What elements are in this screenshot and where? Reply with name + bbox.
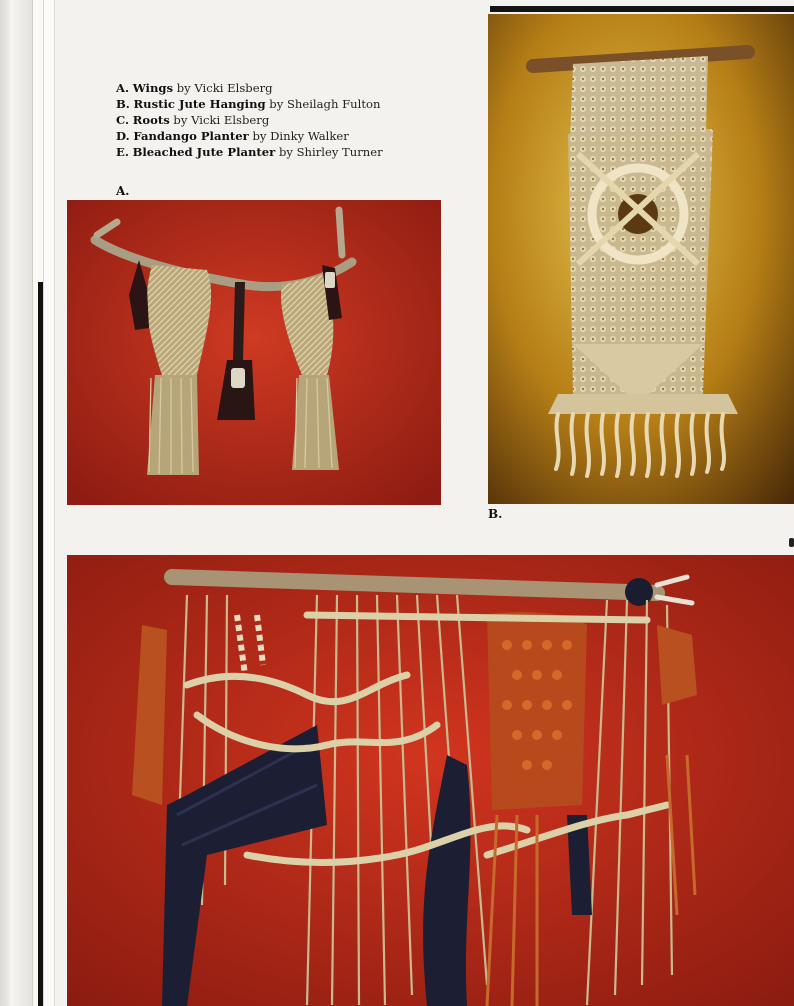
page-edge bbox=[10, 0, 33, 1006]
caption-title: Wings bbox=[132, 81, 174, 95]
figure-label-a: A. bbox=[116, 184, 130, 198]
page-edge bbox=[44, 0, 55, 1006]
caption-letter: B. bbox=[116, 97, 130, 111]
photo-wings bbox=[67, 200, 441, 505]
margin-mark bbox=[789, 538, 794, 547]
photo-rustic-jute-hanging bbox=[488, 14, 794, 504]
binding-strip bbox=[38, 282, 43, 1006]
caption-byline: by Vicki Elsberg bbox=[173, 113, 270, 127]
caption-line bbox=[116, 144, 383, 160]
caption-title: Roots bbox=[132, 113, 170, 127]
caption-title: Bleached Jute Planter bbox=[132, 145, 276, 159]
caption-byline: by Vicki Elsberg bbox=[176, 81, 273, 95]
caption-letter: A. bbox=[116, 81, 130, 95]
caption-line bbox=[116, 80, 383, 96]
figure-label-b: B. bbox=[488, 507, 503, 521]
caption-letter: E. bbox=[116, 145, 129, 159]
caption-byline: by Sheilagh Fulton bbox=[269, 97, 381, 111]
caption-byline: by Dinky Walker bbox=[252, 129, 349, 143]
caption-line bbox=[116, 128, 383, 144]
caption-title: Rustic Jute Hanging bbox=[133, 97, 266, 111]
top-rule bbox=[490, 6, 794, 12]
caption-list bbox=[116, 80, 383, 160]
photo-roots bbox=[67, 555, 794, 1006]
page-edge-shadow bbox=[0, 0, 10, 1006]
caption-title: Fandango Planter bbox=[133, 129, 249, 143]
caption-line bbox=[116, 96, 383, 112]
caption-line bbox=[116, 112, 383, 128]
caption-byline: by Shirley Turner bbox=[278, 145, 383, 159]
caption-letter: D. bbox=[116, 129, 130, 143]
caption-letter: C. bbox=[116, 113, 130, 127]
